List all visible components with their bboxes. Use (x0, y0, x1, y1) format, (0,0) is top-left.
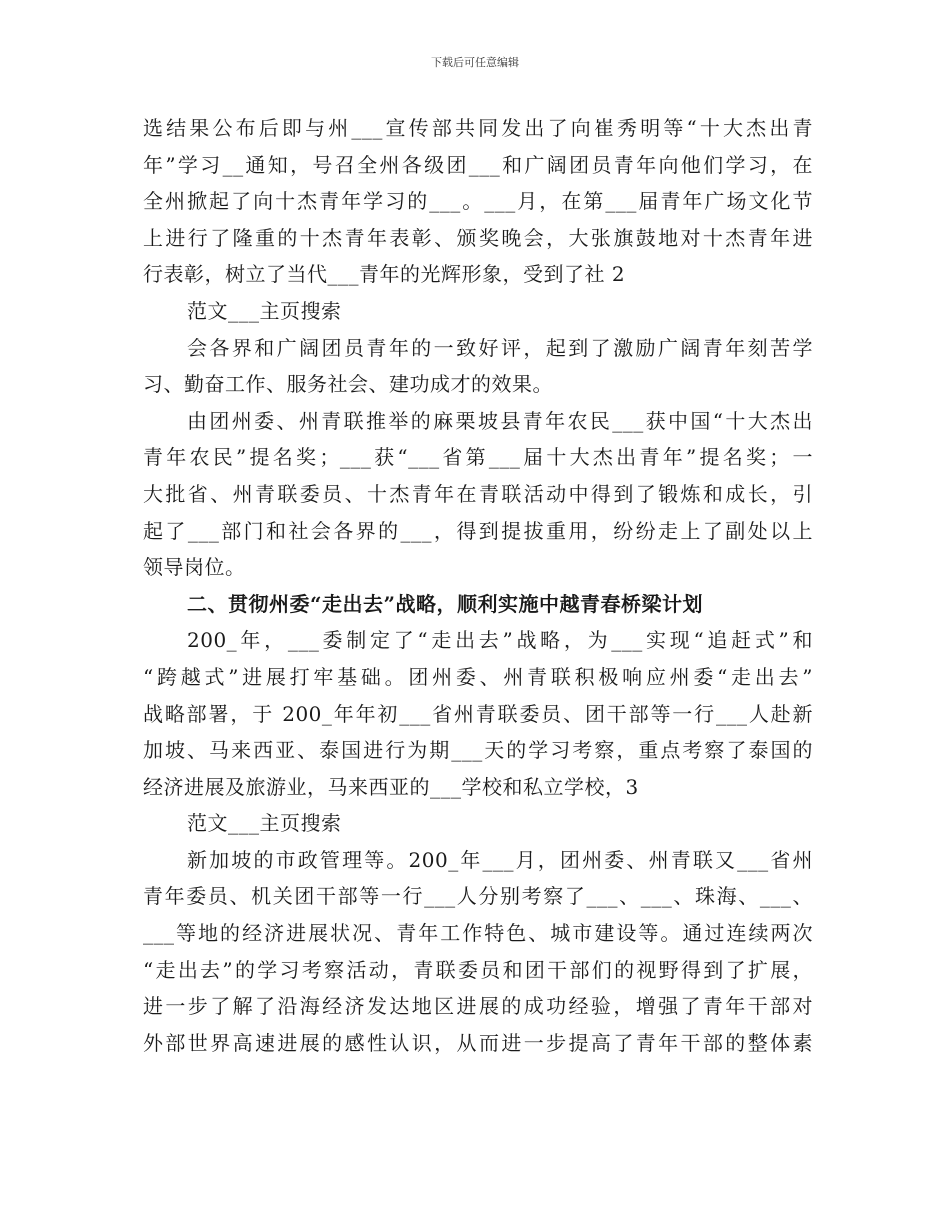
paragraph-line: 起了___部门和社会各界的___，得到提拔重用，纷纷走上了副处以上 (143, 518, 813, 543)
paragraph-line: 年”学习__通知，号召全州各级团___和广阔团员青年向他们学习，在 (143, 152, 813, 177)
paragraph-line: 全州掀起了向十杰青年学习的___。___月，在第___届青年广场文化节 (143, 189, 813, 214)
page-footer-text: 范文___主页搜索 (187, 298, 342, 323)
page-footer-text: 范文___主页搜索 (187, 811, 342, 836)
document-body (143, 110, 813, 1061)
paragraph-line: ___等地的经济进展状况、青年工作特色、城市建设等。通过连续两次 (143, 921, 813, 946)
paragraph-line: 经济进展及旅游业，马来西亚的___学校和私立学校，3 (143, 774, 639, 799)
paragraph-line: 领导岗位。 (143, 555, 246, 580)
paragraph-line: 200_年，___委制定了“走出去”战略，为___实现“追赶式”和 (187, 628, 813, 653)
paragraph-line: 选结果公布后即与州___宣传部共同发出了向崔秀明等“十大杰出青 (143, 116, 813, 140)
paragraph-line: 会各界和广阔团员青年的一致好评，起到了激励广阔青年刻苦学 (187, 335, 813, 360)
paragraph-line: 青年农民”提名奖；___获“___省第___届十大杰出青年”提名奖；一 (143, 445, 813, 470)
paragraph-line: 行表彰，树立了当代___青年的光辉形象，受到了社 2 (143, 262, 626, 287)
paragraph-line: “走出去”的学习考察活动，青联委员和团干部们的视野得到了扩展， (143, 957, 813, 982)
paragraph-line: 新加坡的市政管理等。200_年___月，团州委、州青联又___省州 (187, 847, 813, 872)
page-header: 下载后可任意编辑 (431, 56, 519, 69)
paragraph-line: 进一步了解了沿海经济发达地区进展的成功经验，增强了青年干部对 (143, 994, 813, 1019)
paragraph-line: 战略部署，于 200_年年初___省州青联委员、团干部等一行___人赴新 (143, 701, 813, 726)
paragraph-line: 上进行了隆重的十杰青年表彰、颁奖晚会，大张旗鼓地对十杰青年进 (143, 225, 813, 250)
paragraph-line: 加坡、马来西亚、泰国进行为期___天的学习考察，重点考察了泰国的 (143, 738, 813, 763)
paragraph-line: 外部世界高速进展的感性认识，从而进一步提高了青年干部的整体素 (143, 1030, 813, 1055)
paragraph-line: 习、勤奋工作、服务社会、建功成才的效果。 (143, 372, 553, 397)
paragraph-line: 青年委员、机关团干部等一行___人分别考察了___、___、珠海、___、 (143, 884, 813, 909)
paragraph-line: 由团州委、州青联推举的麻栗坡县青年农民___获中国“十大杰出 (187, 408, 813, 433)
paragraph-line: “跨越式”进展打牢基础。团州委、州青联积极响应州委“走出去” (143, 664, 813, 689)
paragraph-line: 大批省、州青联委员、十杰青年在青联活动中得到了锻炼和成长，引 (143, 481, 813, 506)
section-heading: 二、贯彻州委“走出去”战略，顺利实施中越青春桥梁计划 (187, 591, 704, 616)
